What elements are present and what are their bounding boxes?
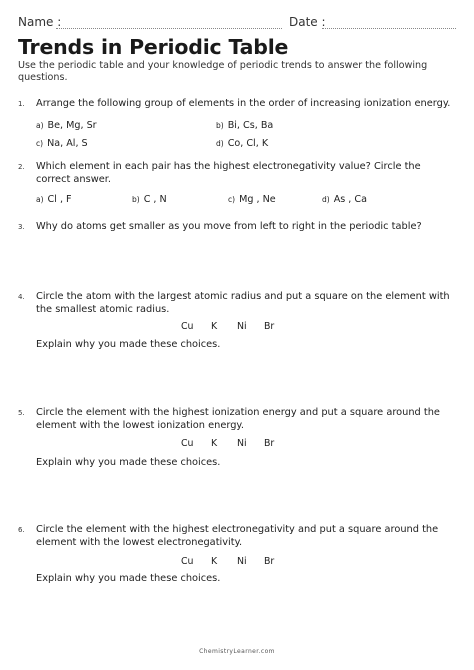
question-5-number: 5. (18, 409, 25, 417)
name-label: Name : (18, 15, 62, 29)
name-field[interactable] (56, 28, 282, 29)
question-6-element: Br (264, 556, 275, 567)
question-6-text: Circle the element with the highest electronegativity and put a square around the element with the lowest electronegativity. (36, 524, 439, 548)
question-5-explain: Explain why you made these choices. (36, 457, 221, 468)
question-5-element: Cu (181, 438, 194, 449)
footer-brand: ChemistryLearner.com (199, 648, 275, 655)
page-title: Trends in Periodic Table (18, 35, 289, 59)
question-1-option-c: c) Na, Al, S (36, 138, 88, 149)
question-2-option-c: c) Mg , Ne (228, 194, 276, 205)
question-2-option-b: b) C , N (132, 194, 167, 205)
question-3-text: Why do atoms get smaller as you move from left to right in the periodic table? (36, 221, 422, 232)
question-4-element: Br (264, 321, 275, 332)
question-1-text: Arrange the following group of elements in the order of increasing ionization energy. (36, 98, 451, 109)
question-2-text: Which element in each pair has the highest electronegativity value? Circle the correct answer. (36, 161, 421, 185)
question-2-number: 2. (18, 163, 25, 171)
question-6-number: 6. (18, 526, 25, 534)
question-2-option-a: a) Cl , F (36, 194, 72, 205)
question-6-element: Cu (181, 556, 194, 567)
question-4-element: Ni (237, 321, 247, 332)
question-1-number: 1. (18, 100, 25, 108)
question-4-element: Cu (181, 321, 194, 332)
question-2-option-d: d) As , Ca (322, 194, 367, 205)
question-6-element: K (211, 556, 218, 567)
instructions: Use the periodic table and your knowledge of periodic trends to answer the following questions. (18, 60, 428, 83)
date-label: Date : (289, 15, 326, 29)
question-1-option-a: a) Be, Mg, Sr (36, 120, 97, 131)
question-4-number: 4. (18, 293, 25, 301)
question-3-number: 3. (18, 223, 25, 231)
question-1-option-b: b) Bi, Cs, Ba (216, 120, 274, 131)
question-6-explain: Explain why you made these choices. (36, 573, 221, 584)
question-5-element: Ni (237, 438, 247, 449)
question-6-element: Ni (237, 556, 247, 567)
question-4-element: K (211, 321, 218, 332)
question-4-text: Circle the atom with the largest atomic radius and put a square on the element with the smallest atomic radius. (36, 291, 450, 315)
date-field[interactable] (322, 28, 456, 29)
question-1-option-d: d) Co, Cl, K (216, 138, 269, 149)
question-5-text: Circle the element with the highest ionization energy and put a square around the element with the lowest ionization energy. (36, 407, 440, 431)
question-5-element: K (211, 438, 218, 449)
question-4-explain: Explain why you made these choices. (36, 339, 221, 350)
question-5-element: Br (264, 438, 275, 449)
